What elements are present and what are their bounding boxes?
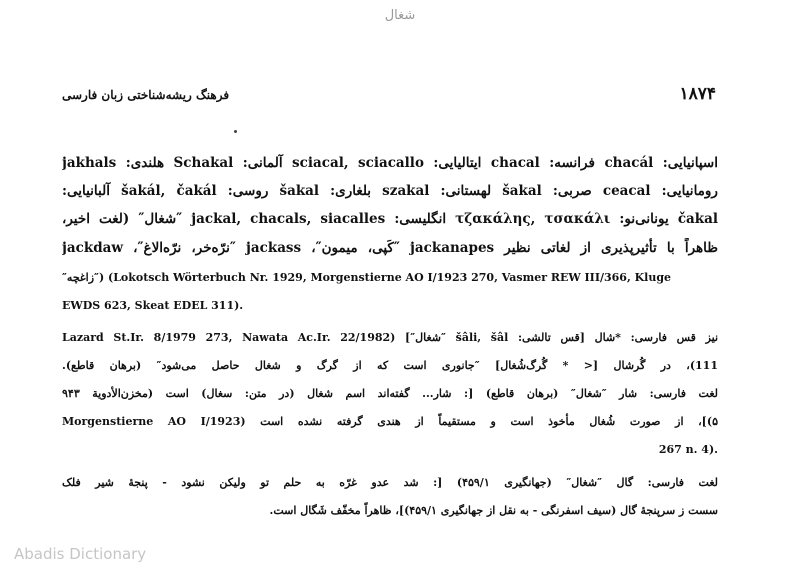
entry-line: ظاهراً با تأثیرپذیری از لغاتی نظیر jackanapes ″کَپی، میمون″، jackass ″نرّه‌خر، نرّه‌الاغ″، jackdaw xyxy=(62,240,718,256)
entry-line: اسپانیایی: chacál فرانسه: chacal ایتالیایی: sciacal, sciacallo آلمانی: Schakal هلندی: jakhals xyxy=(62,155,718,171)
watermark: Abadis Dictionary xyxy=(14,545,147,563)
book-title: فرهنگ ریشه‌شناختی زبان فارسی xyxy=(62,88,230,102)
entry-line: čakal یونانی‌نو: τζακάλης, τσακάλι انگلیسی: jackal, chacals, siacalles ″شغال″ (لغت اخیر، xyxy=(62,211,718,227)
entry-line: لغت فارسی: گال ″شغال″ (جهانگیری ۴۵۹/۱) [: شد عدو غرّه به حلم تو ولیکن نشود - پنجهٔ شیر فلک xyxy=(62,476,718,489)
running-head xyxy=(60,80,720,110)
speck-mark xyxy=(234,130,237,133)
entry-line: رومانیایی: ceacal صربی: šakal لهستانی: szakal بلغاری: šakal روسی: šakál, čakál آلبانیایی: xyxy=(62,183,718,199)
entry-line: ۵)]، از صورت شُغال مأخوذ است و مستقیماً از هندی گرفته نشده است (Morgenstierne AO I/1923 xyxy=(62,415,718,428)
entry-line: EWDS 623, Skeat EDEL 311). xyxy=(62,299,244,312)
entry-line: سست ز سرپنجهٔ گال (سیف اسفرنگی - به نقل از جهانگیری ۴۵۹/۱)]، ظاهراً مخفّف شَگال است. xyxy=(269,504,718,517)
entry-line: لغت فارسی: شار ″شغال″ (برهان قاطع) [: شار... گفته‌اند اسم شغال (در متن: سغال) است (مخزن‌الأدویة ۹۴۳ xyxy=(62,387,718,400)
page-number: ۱۸۷۴ xyxy=(679,84,716,104)
entry-line: نیز قس فارسی: *شال [قس تالشی: šâli, šâl ″شغال″] (Lazard St.Ir. 8/1979 273, Nawata Ac.Ir. 22/1982 xyxy=(62,331,718,344)
dictionary-page xyxy=(60,80,720,573)
site-title: شغال xyxy=(384,8,416,23)
entry-line: 267 n. 4). xyxy=(658,443,718,456)
entry-line: ″زاغچه″) (Lokotsch Wörterbuch Nr. 1929, Morgenstierne AO I/1923 270, Vasmer REW III/366, Kluge xyxy=(62,271,672,284)
entry-line: 111)، در گُرشال [< * گُرگ‌شُغال] ″جانوری است که از گرگ و شغال حاصل می‌شود″ (برهان قاطع). xyxy=(62,359,718,372)
